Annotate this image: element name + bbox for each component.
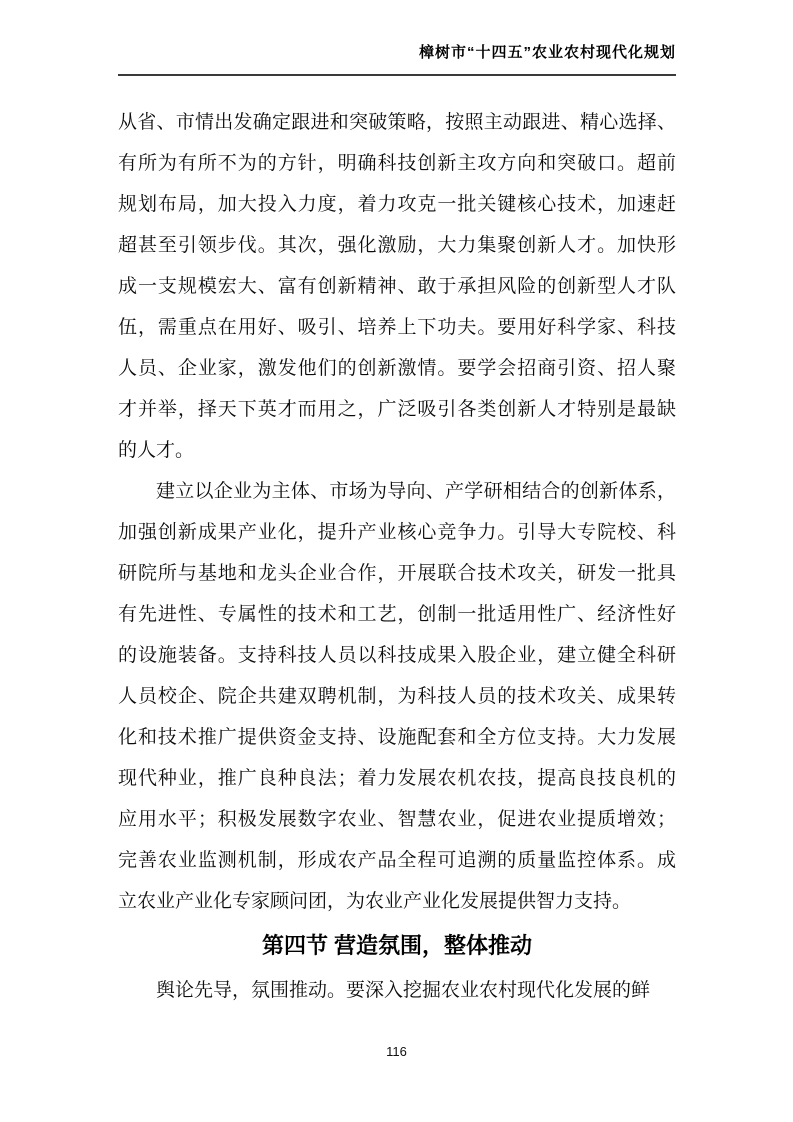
- text-line: 伍，需重点在用好、吸引、培养上下功夫。要用好科学家、科技: [118, 317, 676, 338]
- text-line: 的设施装备。支持科技人员以科技成果入股企业，建立健全科研: [118, 645, 676, 666]
- text-line: 有先进性、专属性的技术和工艺，创制一批适用性广、经济性好: [118, 604, 676, 625]
- text-line: 化和技术推广提供资金支持、设施配套和全方位支持。大力发展: [118, 727, 676, 748]
- text-line: 有所为有所不为的方针，明确科技创新主攻方向和突破口。超前: [118, 153, 676, 174]
- section-heading: 第四节 营造氛围，整体推动: [261, 933, 533, 958]
- paragraph: [118, 471, 676, 922]
- document-body: [118, 102, 676, 1011]
- header-rule: [118, 74, 676, 76]
- text-line: 人员校企、院企共建双聘机制，为科技人员的技术攻关、成果转: [118, 686, 676, 707]
- text-line: 完善农业监测机制，形成农产品全程可追溯的质量监控体系。成: [118, 850, 676, 871]
- text-line: 舆论先导，氛围推动。要深入挖掘农业农村现代化发展的鲜: [156, 980, 651, 1001]
- header-title: 樟树市“十四五”农业农村现代化规划: [418, 44, 676, 61]
- text-line: 应用水平；积极发展数字农业、智慧农业，促进农业提质增效；: [118, 809, 676, 830]
- text-line: 的人才。: [118, 440, 195, 461]
- text-line: 立农业产业化专家顾问团，为农业产业化发展提供智力支持。: [118, 891, 632, 912]
- text-line: 人员、企业家，激发他们的创新激情。要学会招商引资、招人聚: [118, 358, 676, 379]
- text-line: 从省、市情出发确定跟进和突破策略，按照主动跟进、精心选择、: [118, 112, 676, 133]
- paragraph: [118, 102, 676, 471]
- text-line: 加强创新成果产业化，提升产业核心竞争力。引导大专院校、科: [118, 522, 676, 543]
- page-number: 116: [386, 1044, 407, 1059]
- paragraph: [118, 970, 676, 1011]
- text-line: 现代种业，推广良种良法；着力发展农机农技，提高良技良机的: [118, 768, 676, 789]
- text-line: 超甚至引领步伐。其次，强化激励，大力集聚创新人才。加快形: [118, 235, 676, 256]
- text-line: 建立以企业为主体、市场为导向、产学研相结合的创新体系，: [156, 481, 676, 502]
- text-line: 规划布局，加大投入力度，着力攻克一批关键核心技术，加速赶: [118, 194, 676, 215]
- text-line: 成一支规模宏大、富有创新精神、敢于承担风险的创新型人才队: [118, 276, 676, 297]
- text-line: 才并举，择天下英才而用之，广泛吸引各类创新人才特别是最缺: [118, 399, 676, 420]
- page-header: [118, 44, 676, 76]
- text-line: 研院所与基地和龙头企业合作，开展联合技术攻关，研发一批具: [118, 563, 676, 584]
